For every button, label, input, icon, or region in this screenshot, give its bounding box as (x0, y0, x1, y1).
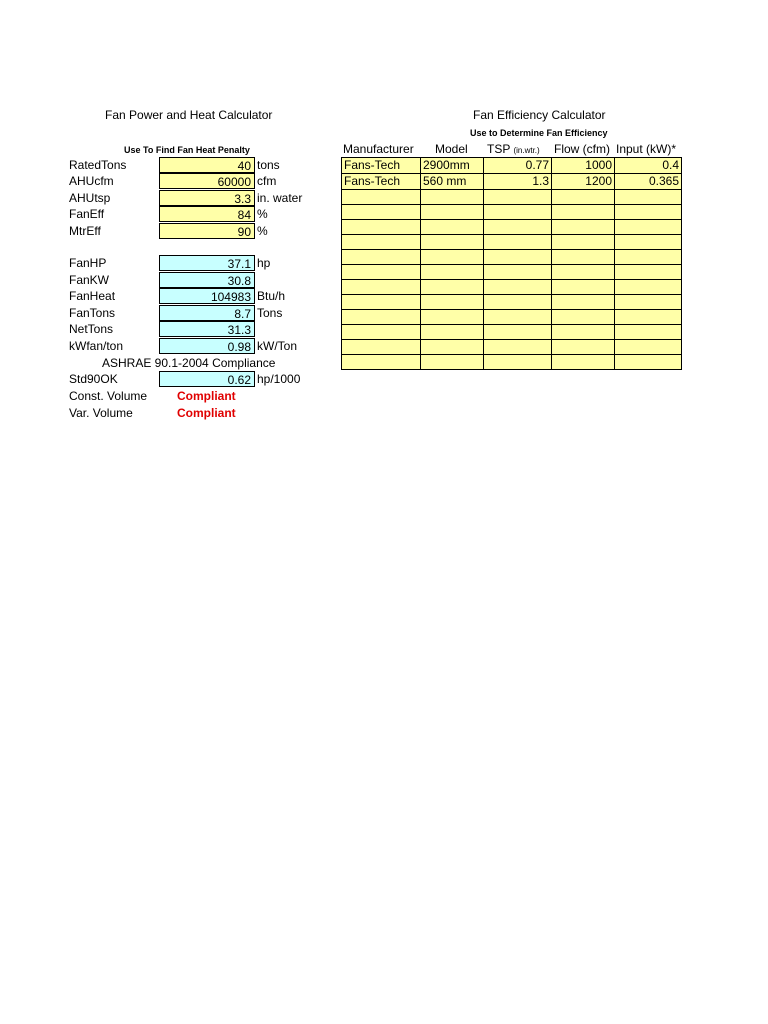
fan-efficiency-title: Fan Efficiency Calculator (473, 108, 606, 122)
fan-power-subtitle: Use To Find Fan Heat Penalty (124, 145, 250, 155)
input-ahu-cfm[interactable]: 60000 (159, 173, 255, 189)
header-tsp (487, 141, 540, 157)
output-fan-kw: 30.8 (159, 272, 255, 288)
label-const-volume: Const. Volume (69, 389, 148, 403)
cell-model[interactable] (421, 280, 484, 295)
header-input: Input (kW)* (616, 142, 677, 156)
cell-model[interactable] (421, 340, 484, 355)
cell-flow[interactable] (552, 295, 615, 310)
cell-tsp[interactable] (484, 250, 552, 265)
cell-tsp[interactable] (484, 235, 552, 250)
status-const-volume: Compliant (177, 389, 236, 403)
input-rated-tons[interactable]: 40 (159, 157, 255, 173)
output-fan-tons: 8.7 (159, 305, 255, 321)
unit-fan-tons: Tons (257, 306, 283, 320)
label-std90: Std90OK (69, 372, 118, 386)
cell-tsp[interactable] (484, 355, 552, 370)
cell-flow[interactable] (552, 265, 615, 280)
unit-ahu-cfm: cfm (257, 174, 277, 188)
cell-tsp[interactable] (484, 265, 552, 280)
table-row (342, 325, 682, 340)
header-tsp-label: TSP (487, 142, 511, 156)
cell-model[interactable] (421, 310, 484, 325)
cell-flow[interactable] (552, 250, 615, 265)
output-kw-fan-ton: 0.98 (159, 338, 255, 354)
unit-ahu-tsp: in. water (257, 191, 303, 205)
input-mtr-eff[interactable]: 90 (159, 223, 255, 239)
cell-input[interactable] (615, 205, 682, 220)
cell-manufacturer[interactable] (342, 325, 421, 340)
table-row (342, 295, 682, 310)
cell-tsp[interactable] (484, 340, 552, 355)
label-mtr-eff: MtrEff (69, 224, 101, 238)
cell-tsp[interactable]: 1.3 (484, 174, 552, 190)
cell-tsp[interactable]: 0.77 (484, 158, 552, 174)
cell-manufacturer[interactable]: Fans-Tech (342, 158, 421, 174)
label-var-volume: Var. Volume (69, 406, 133, 420)
output-net-tons: 31.3 (159, 321, 255, 337)
label-net-tons: NetTons (69, 322, 114, 336)
cell-input[interactable] (615, 220, 682, 235)
cell-tsp[interactable] (484, 190, 552, 205)
unit-mtr-eff: % (257, 224, 268, 238)
cell-input[interactable] (615, 250, 682, 265)
cell-input[interactable] (615, 355, 682, 370)
label-rated-tons: RatedTons (69, 158, 127, 172)
cell-tsp[interactable] (484, 280, 552, 295)
table-row (342, 205, 682, 220)
table-row (342, 220, 682, 235)
fan-power-title: Fan Power and Heat Calculator (105, 108, 273, 122)
label-fan-hp: FanHP (69, 256, 107, 270)
table-row (342, 280, 682, 295)
cell-model[interactable] (421, 250, 484, 265)
cell-manufacturer[interactable] (342, 205, 421, 220)
table-row (342, 190, 682, 205)
cell-model[interactable] (421, 235, 484, 250)
cell-model[interactable] (421, 205, 484, 220)
table-row (342, 265, 682, 280)
label-kw-fan-ton: kWfan/ton (69, 339, 124, 353)
unit-std90: hp/1000 (257, 372, 301, 386)
cell-input[interactable] (615, 325, 682, 340)
unit-fan-heat: Btu/h (257, 289, 286, 303)
table-row (342, 174, 682, 190)
label-fan-tons: FanTons (69, 306, 116, 320)
cell-flow[interactable] (552, 235, 615, 250)
cell-tsp[interactable] (484, 310, 552, 325)
cell-manufacturer[interactable] (342, 340, 421, 355)
cell-model[interactable]: 2900mm (421, 158, 484, 174)
table-row (342, 355, 682, 370)
label-fan-eff: FanEff (69, 207, 105, 221)
cell-flow[interactable] (552, 220, 615, 235)
input-ahu-tsp[interactable]: 3.3 (159, 190, 255, 206)
table-row (342, 158, 682, 174)
cell-manufacturer[interactable] (342, 235, 421, 250)
header-tsp-unit: (in.wtr.) (513, 146, 540, 155)
cell-manufacturer[interactable] (342, 295, 421, 310)
cell-input[interactable] (615, 310, 682, 325)
cell-model[interactable] (421, 295, 484, 310)
cell-input[interactable] (615, 280, 682, 295)
cell-flow[interactable] (552, 205, 615, 220)
cell-model[interactable]: 560 mm (421, 174, 484, 190)
cell-model[interactable] (421, 265, 484, 280)
unit-rated-tons: tons (257, 158, 280, 172)
cell-flow[interactable] (552, 190, 615, 205)
unit-fan-hp: hp (257, 256, 271, 270)
header-model: Model (435, 142, 468, 156)
cell-input[interactable]: 0.4 (615, 158, 682, 174)
cell-model[interactable] (421, 220, 484, 235)
cell-input[interactable] (615, 340, 682, 355)
cell-flow[interactable] (552, 340, 615, 355)
cell-model[interactable] (421, 325, 484, 340)
table-row (342, 310, 682, 325)
cell-input[interactable] (615, 190, 682, 205)
output-std90: 0.62 (159, 371, 255, 387)
cell-manufacturer[interactable] (342, 250, 421, 265)
cell-manufacturer[interactable] (342, 220, 421, 235)
cell-tsp[interactable] (484, 295, 552, 310)
label-fan-heat: FanHeat (69, 289, 116, 303)
cell-input[interactable]: 0.365 (615, 174, 682, 190)
cell-flow[interactable]: 1200 (552, 174, 615, 190)
cell-manufacturer[interactable] (342, 190, 421, 205)
input-fan-eff[interactable]: 84 (159, 206, 255, 222)
cell-model[interactable] (421, 355, 484, 370)
table-row (342, 340, 682, 355)
status-var-volume: Compliant (177, 406, 236, 420)
cell-manufacturer[interactable] (342, 265, 421, 280)
fan-efficiency-table (341, 157, 682, 370)
label-fan-kw: FanKW (69, 273, 110, 287)
fan-efficiency-subtitle: Use to Determine Fan Efficiency (470, 128, 608, 138)
cell-model[interactable] (421, 190, 484, 205)
cell-tsp[interactable] (484, 205, 552, 220)
label-ahu-tsp: AHUtsp (69, 191, 111, 205)
cell-tsp[interactable] (484, 325, 552, 340)
unit-kw-fan-ton: kW/Ton (257, 339, 298, 353)
header-flow: Flow (cfm) (554, 142, 610, 156)
label-ahu-cfm: AHUcfm (69, 174, 114, 188)
cell-manufacturer[interactable]: Fans-Tech (342, 174, 421, 190)
cell-input[interactable] (615, 295, 682, 310)
output-fan-heat: 104983 (159, 288, 255, 304)
cell-manufacturer[interactable] (342, 310, 421, 325)
unit-fan-eff: % (257, 207, 268, 221)
cell-flow[interactable] (552, 310, 615, 325)
table-row (342, 235, 682, 250)
table-row (342, 250, 682, 265)
cell-flow[interactable] (552, 325, 615, 340)
output-fan-hp: 37.1 (159, 255, 255, 271)
compliance-title: ASHRAE 90.1-2004 Compliance (102, 356, 276, 370)
cell-tsp[interactable] (484, 220, 552, 235)
cell-flow[interactable]: 1000 (552, 158, 615, 174)
header-manufacturer: Manufacturer (343, 142, 414, 156)
cell-input[interactable] (615, 265, 682, 280)
cell-flow[interactable] (552, 280, 615, 295)
cell-input[interactable] (615, 235, 682, 250)
cell-manufacturer[interactable] (342, 355, 421, 370)
cell-flow[interactable] (552, 355, 615, 370)
cell-manufacturer[interactable] (342, 280, 421, 295)
